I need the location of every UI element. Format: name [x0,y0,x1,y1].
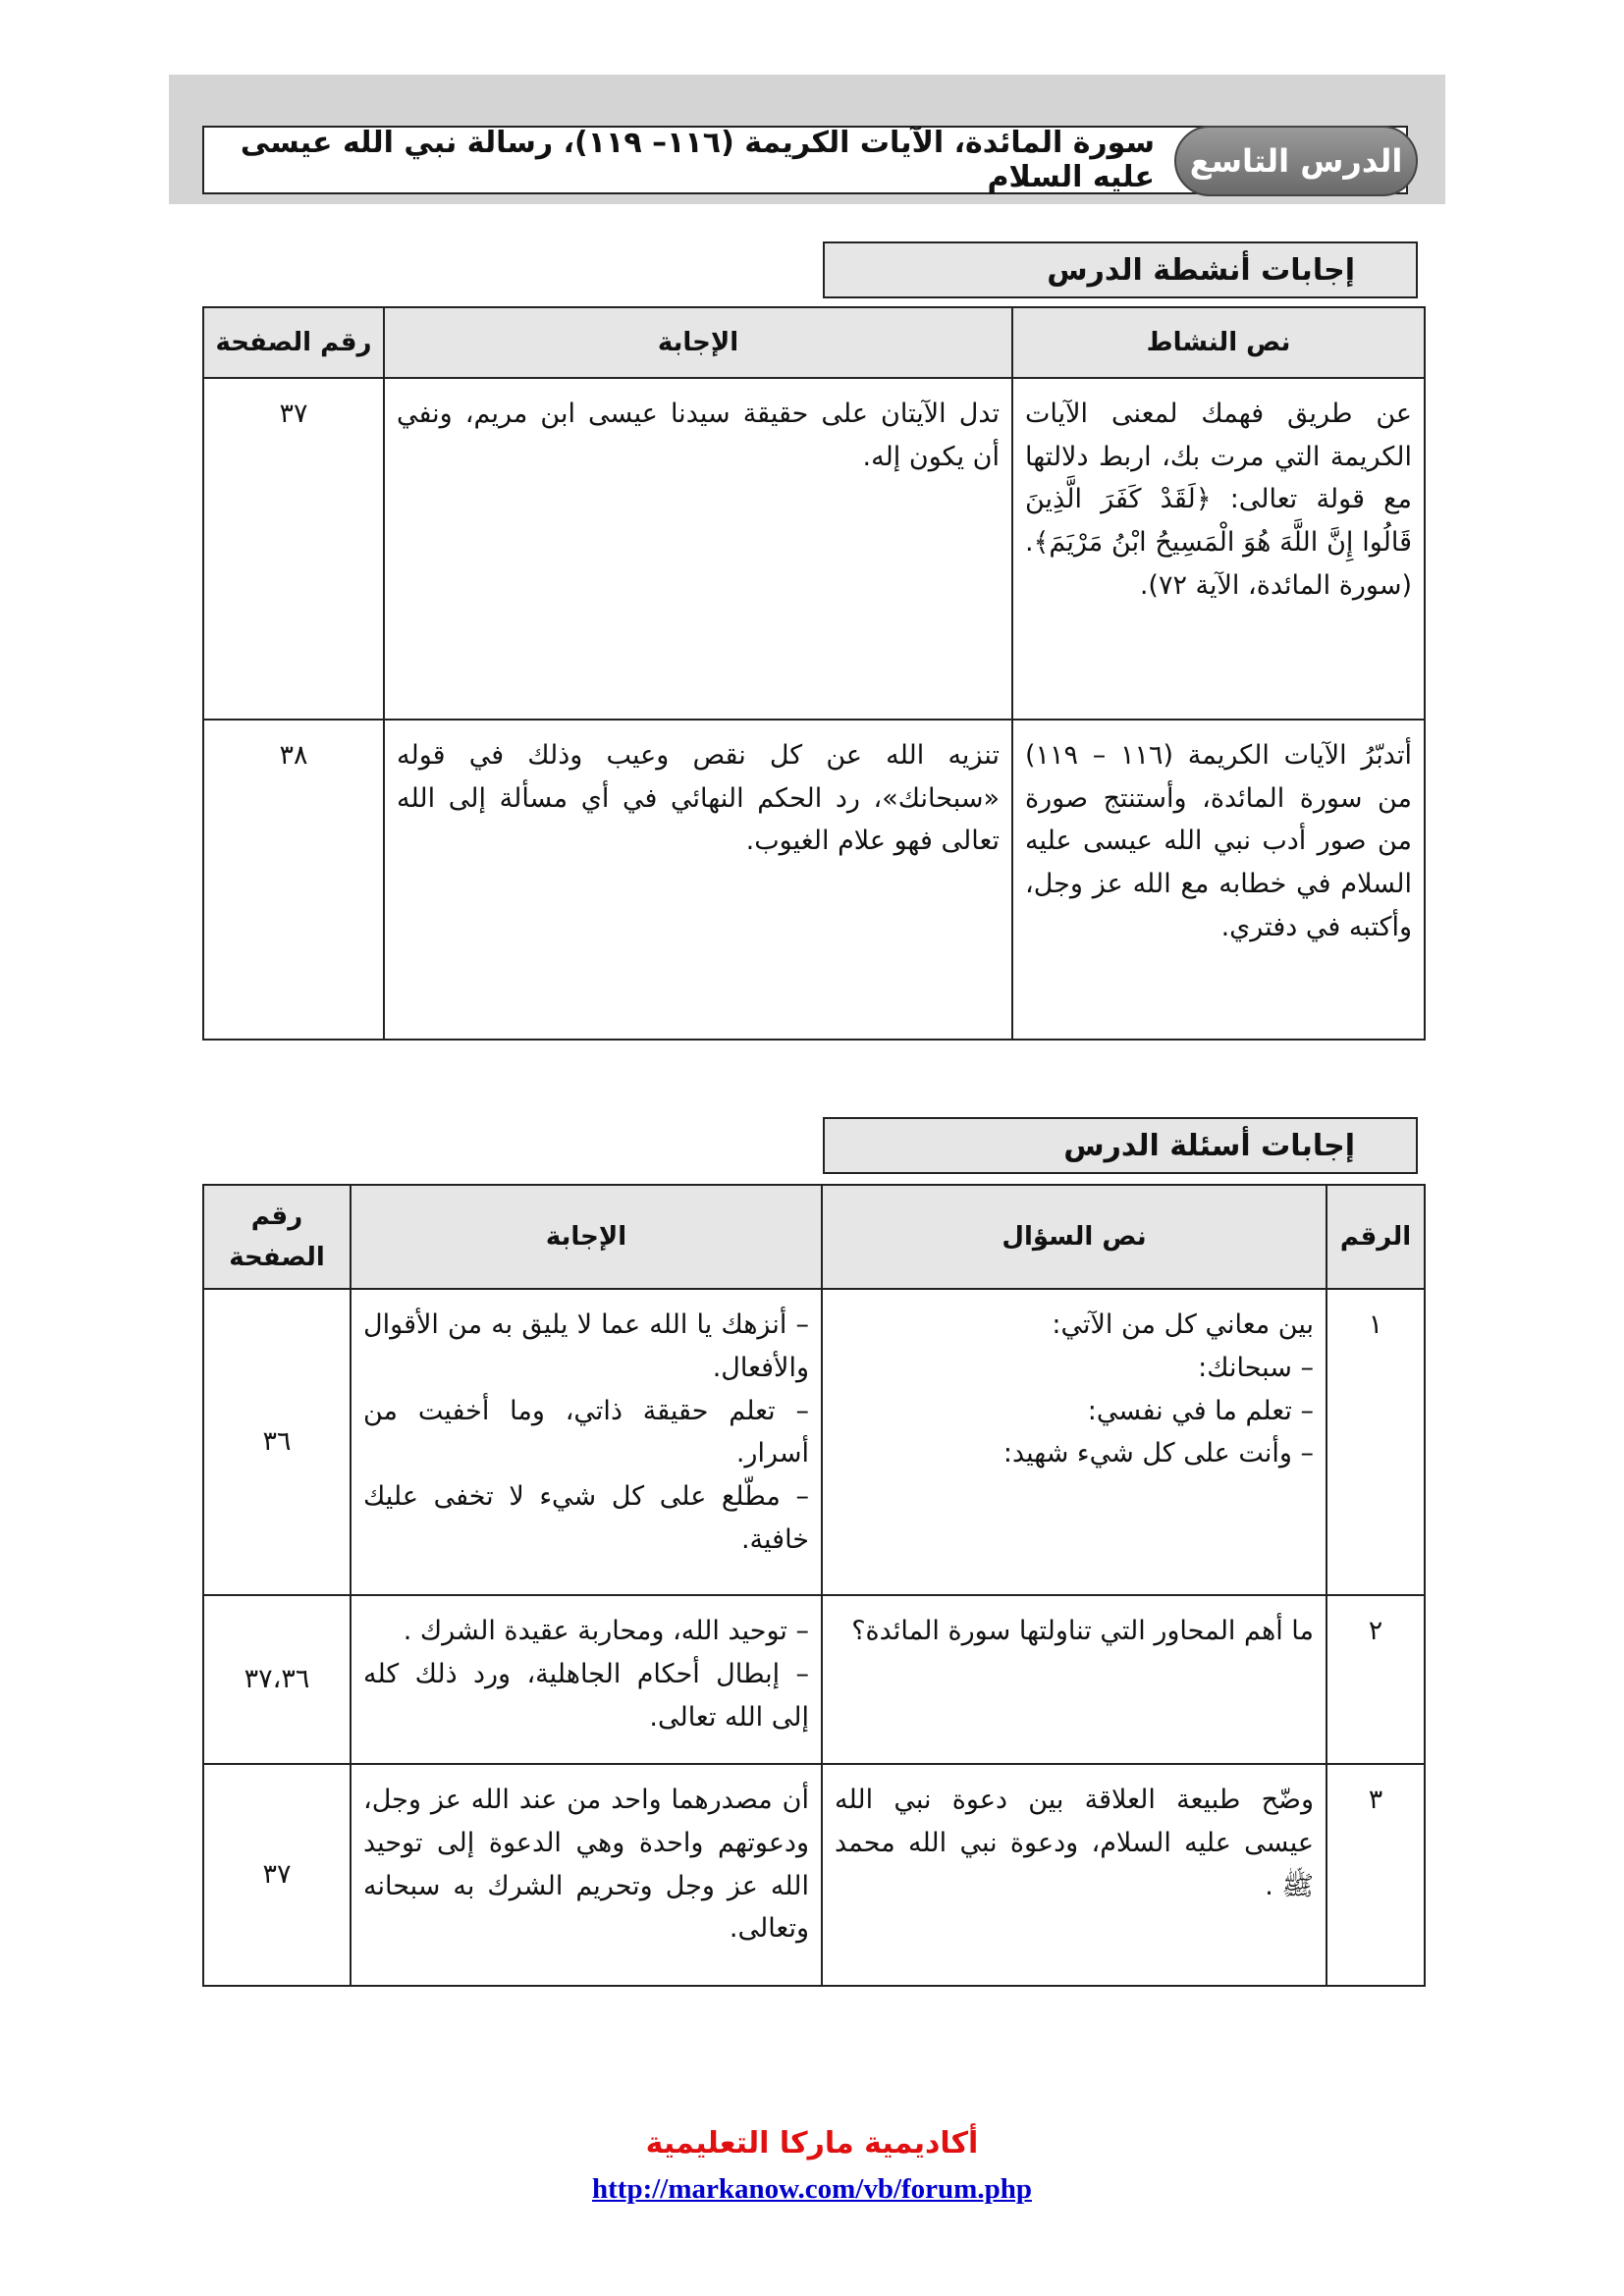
table-row [203,1289,1425,1595]
lesson-badge-label: الدرس التاسع [1189,142,1403,180]
question-answer [351,1289,822,1595]
answer-line: أن مصدرهما واحد من عند الله عز وجل، ودعوتهم واحدة وهي الدعوة إلى توحيد الله عز وجل وتحريم الشرك به سبحانه وتعالى. [363,1785,809,1945]
question-answer [351,1595,822,1764]
col-question-header: نص السؤال [822,1185,1326,1289]
activity-text: أتدبّرُ الآيات الكريمة (١١٦ – ١١٩) من سورة المائدة، وأستنتج صورة من صور أدب نبي الله عيسى عليه السلام في خطابه مع الله عز وجل، وأكتبه في دفتري. [1012,720,1425,1040]
answer-line: – تعلم حقيقة ذاتي، وما أخفيت من أسرار. [363,1395,809,1469]
question-page: ٣٧،٣٦ [203,1595,351,1764]
footer-academy-name: أكاديمية ماركا التعليمية [645,2126,979,2161]
table-row [203,1764,1425,1986]
questions-table [202,1184,1426,1987]
question-line: – وأنت على كل شيء شهيد: [1002,1438,1314,1469]
table-row [203,378,1425,720]
question-page: ٣٧ [203,1764,351,1986]
activity-page: ٣٧ [203,378,384,720]
col-num-header: الرقم [1326,1185,1425,1289]
answer-line: – أنزهك يا الله عما لا يليق به من الأقوال والأفعال. [363,1309,809,1383]
question-line: بين معاني كل من الآتي: [1052,1309,1314,1341]
question-line: – سبحانك: [1198,1352,1314,1383]
questions-title-text: إجابات أسئلة الدرس [1063,1128,1355,1163]
questions-section-title [823,1117,1418,1174]
question-text [822,1289,1326,1595]
activities-title-text: إجابات أنشطة الدرس [1047,252,1355,288]
footer-url-link[interactable]: http://markanow.com/vb/forum.php [592,2173,1032,2205]
question-page: ٣٦ [203,1289,351,1595]
answer-line: – مطّلع على كل شيء لا تخفى عليك خافية. [363,1481,809,1555]
activity-answer: تدل الآيتان على حقيقة سيدنا عيسى ابن مريم، ونفي أن يكون إله. [384,378,1012,720]
footer-url-block [0,2173,1624,2206]
answer-line: – إبطال أحكام الجاهلية، ورد ذلك كله إلى الله تعالى. [363,1658,809,1733]
activity-page: ٣٨ [203,720,384,1040]
table-row [203,720,1425,1040]
question-text [822,1764,1326,1986]
question-line: وضّح طبيعة العلاقة بين دعوة نبي الله عيسى عليه السلام، ودعوة نبي الله محمد ﷺ . [835,1785,1314,1901]
question-number: ٣ [1326,1764,1425,1986]
activities-section-title [823,241,1418,298]
col-page-header: رقم الصفحة [203,307,384,378]
lesson-badge [1174,126,1418,196]
question-line: ما أهم المحاور التي تناولتها سورة المائدة؟ [851,1616,1314,1647]
table-row [203,1595,1425,1764]
question-text [822,1595,1326,1764]
questions-header-row [203,1185,1425,1289]
question-number: ٢ [1326,1595,1425,1764]
col-activity-header: نص النشاط [1012,307,1425,378]
answer-line: – توحيد الله، ومحاربة عقيدة الشرك . [403,1616,809,1647]
question-answer [351,1764,822,1986]
col-answer-header: الإجابة [351,1185,822,1289]
question-line: – تعلم ما في نفسي: [1087,1395,1314,1426]
activity-text: عن طريق فهمك لمعنى الآيات الكريمة التي مرت بك، اربط دلالتها مع قولة تعالى: ﴿لَقَدْ كَفَرَ الَّذِينَ قَالُوا إِنَّ اللَّهَ هُوَ الْمَسِيحُ ابْنُ مَرْيَمَ﴾. (سورة المائدة، الآية ٧٢). [1012,378,1425,720]
col-answer-header: الإجابة [384,307,1012,378]
activities-header-row [203,307,1425,378]
col-page-header: رقم الصفحة [203,1185,351,1289]
activity-answer: تنزيه الله عن كل نقص وعيب وذلك في قوله «سبحانك»، رد الحكم النهائي في أي مسألة إلى الله تعالى فهو علام الغيوب. [384,720,1012,1040]
activities-table [202,306,1426,1041]
question-number: ١ [1326,1289,1425,1595]
lesson-title: سورة المائدة، الآيات الكريمة (١١٦– ١١٩)، رسالة نبي الله عيسى عليه السلام [240,126,1155,194]
